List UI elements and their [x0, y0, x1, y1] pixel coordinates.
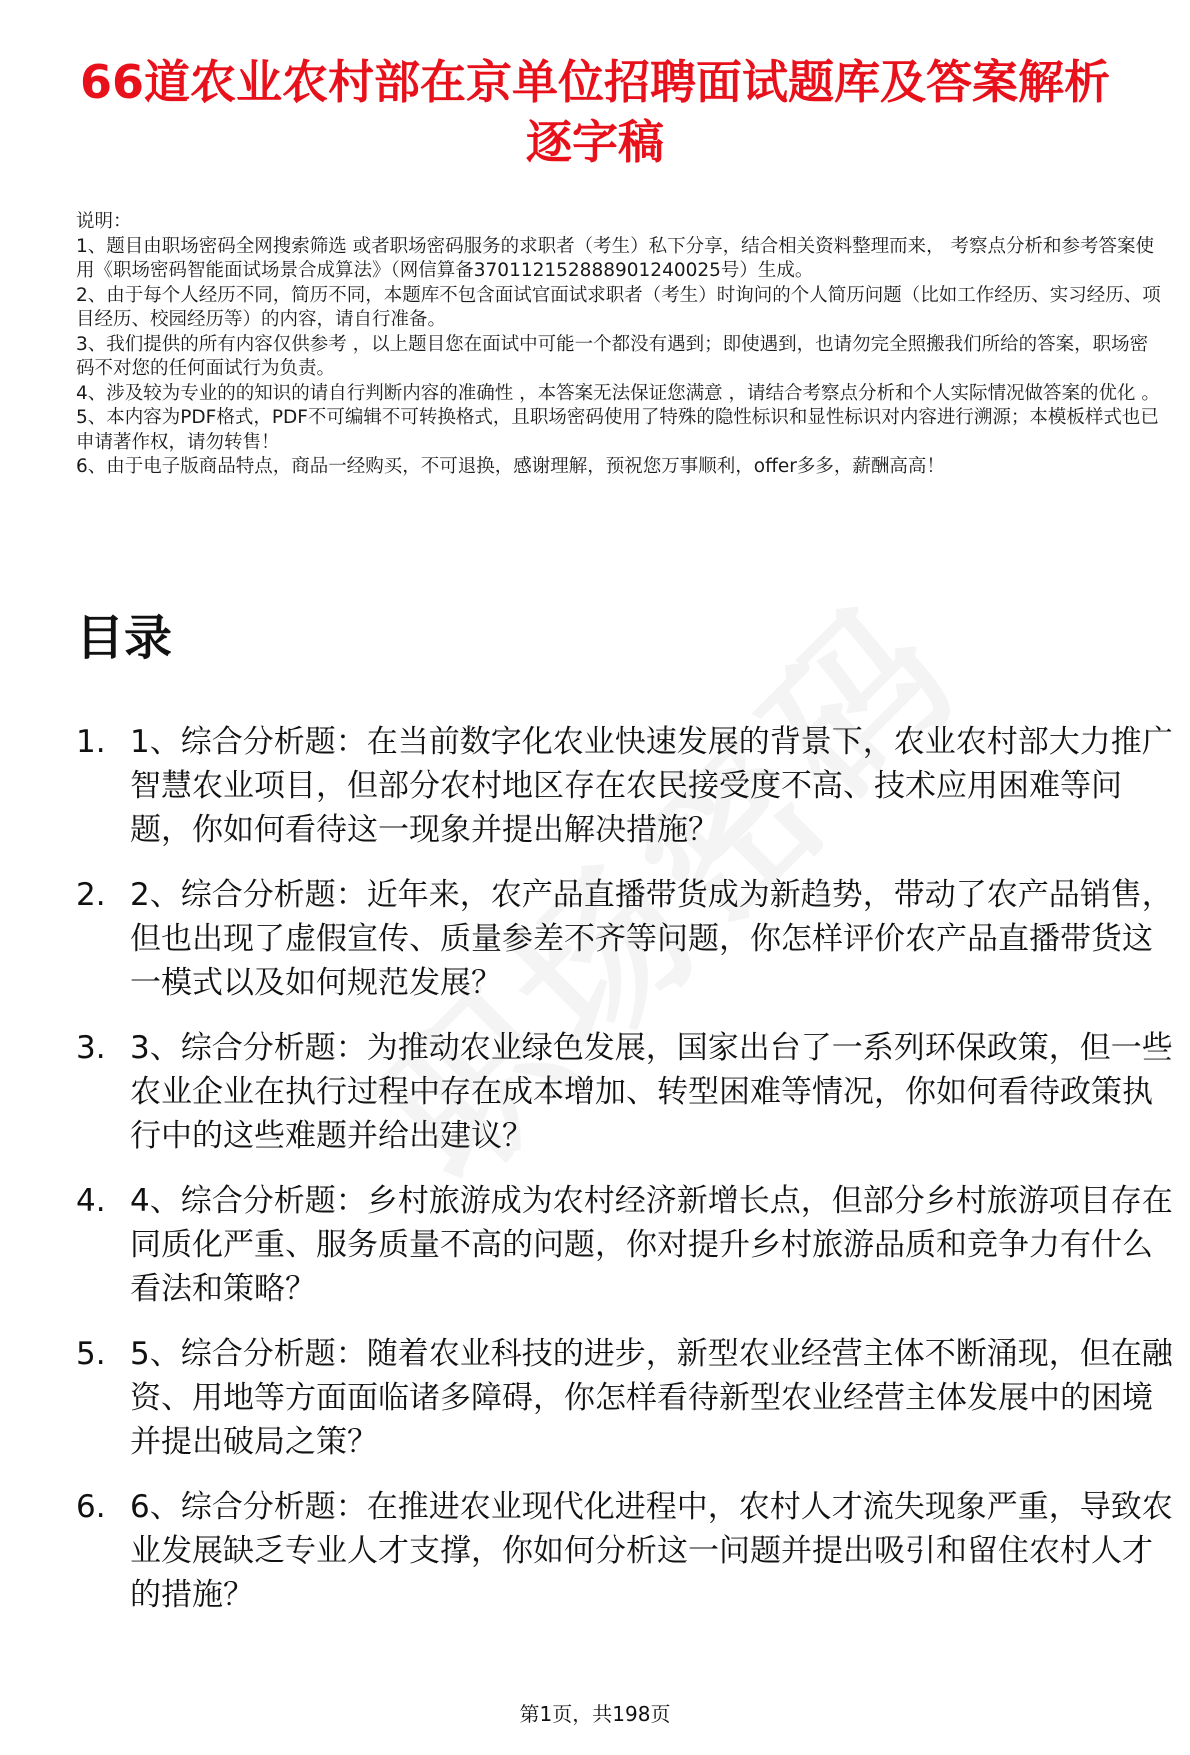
- note-item-6: 6、由于电子版商品特点，商品一经购买，不可退换，感谢理解，预祝您万事顺利，offer多多，薪酬高高！: [76, 456, 945, 477]
- toc-heading: 目录: [76, 610, 173, 666]
- toc-item-number: 1.: [76, 724, 106, 760]
- toc-item-number: 4.: [76, 1183, 106, 1219]
- toc-item-text[interactable]: 5、综合分析题：随着农业科技的进步，新型农业经营主体不断涌现，但在融资、用地等方面面临诸多障碍，你怎样看待新型农业经营主体发展中的困境并提出破局之策？: [130, 1336, 1173, 1460]
- toc-item-text[interactable]: 3、综合分析题：为推动农业绿色发展，国家出台了一系列环保政策，但一些农业企业在执行过程中存在成本增加、转型困难等情况，你如何看待政策执行中的这些难题并给出建议？: [130, 1030, 1173, 1154]
- toc-item[interactable]: [76, 873, 1176, 1005]
- toc-item[interactable]: [76, 1485, 1176, 1617]
- note-item-2: 2、由于每个人经历不同，简历不同，本题库不包含面试官面试求职者（考生）时询问的个人简历问题（比如工作经历、实习经历、项目经历、校园经历等）的内容，请自行准备。: [76, 284, 1161, 330]
- document-title: 66道农业农村部在京单位招聘面试题库及答案解析逐字稿: [79, 55, 1110, 169]
- toc-item-number: 2.: [76, 877, 106, 913]
- toc-list: [76, 720, 1176, 1638]
- notes-section: [76, 210, 1166, 480]
- toc-item-text[interactable]: 2、综合分析题：近年来，农产品直播带货成为新趋势，带动了农产品销售，但也出现了虚假宣传、质量参差不齐等问题，你怎样评价农产品直播带货这一模式以及如何规范发展？: [130, 877, 1173, 1001]
- page-footer: 第1页，共198页: [519, 1702, 671, 1726]
- notes-heading: 说明：: [76, 211, 132, 232]
- toc-item[interactable]: [76, 1332, 1176, 1464]
- toc-item[interactable]: [76, 720, 1176, 852]
- note-item-4: 4、涉及较为专业的的知识的请自行判断内容的准确性 ，本答案无法保证您满意 ，请结合考察点分析和个人实际情况做答案的优化 。: [76, 382, 1160, 404]
- toc-item[interactable]: [76, 1026, 1176, 1158]
- note-item-5: 5、本内容为PDF格式，PDF不可编辑不可转换格式，且职场密码使用了特殊的隐性标识和显性标识对内容进行溯源；本模板样式也已申请著作权，请勿转售！: [76, 407, 1159, 453]
- toc-item-text[interactable]: 1、综合分析题：在当前数字化农业快速发展的背景下，农业农村部大力推广智慧农业项目，但部分农村地区存在农民接受度不高、技术应用困难等问题，你如何看待这一现象并提出解决措施？: [130, 724, 1173, 848]
- toc-item-number: 6.: [76, 1489, 106, 1525]
- toc-item[interactable]: [76, 1179, 1176, 1311]
- note-item-3: 3、我们提供的所有内容仅供参考 ，以上题目您在面试中可能一个都没有遇到；即使遇到，也请勿完全照搬我们所给的答案，职场密码不对您的任何面试行为负责。: [76, 333, 1149, 379]
- toc-item-number: 5.: [76, 1336, 106, 1372]
- toc-item-text[interactable]: 6、综合分析题：在推进农业现代化进程中，农村人才流失现象严重，导致农业发展缺乏专业人才支撑，你如何分析这一问题并提出吸引和留住农村人才的措施？: [130, 1489, 1173, 1613]
- toc-item-text[interactable]: 4、综合分析题：乡村旅游成为农村经济新增长点，但部分乡村旅游项目存在同质化严重、服务质量不高的问题，你对提升乡村旅游品质和竞争力有什么看法和策略？: [130, 1183, 1173, 1307]
- note-item-1: 1、题目由职场密码全网搜索筛选 或者职场密码服务的求职者（考生）私下分享，结合相关资料整理而来， 考察点分析和参考答案使用《职场密码智能面试场景合成算法》（网信算备370112152888901240025号）生成。: [76, 235, 1155, 281]
- toc-item-number: 3.: [76, 1030, 106, 1066]
